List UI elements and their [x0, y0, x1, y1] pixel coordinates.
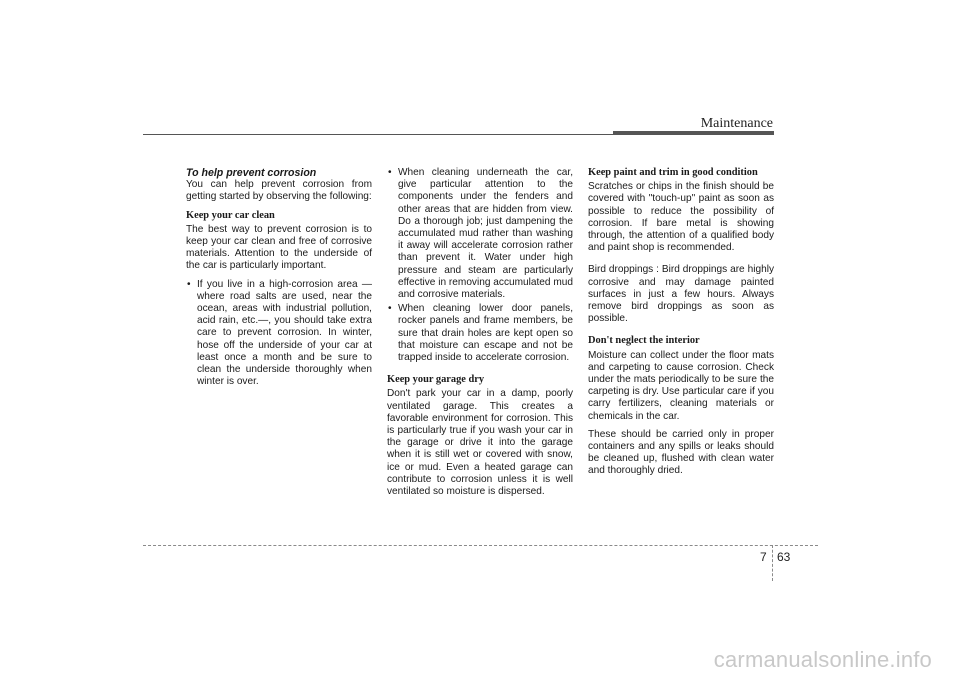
corrosion-intro: You can help prevent corrosion from getting started by observing the following: — [186, 179, 372, 203]
bullet-text: When cleaning lower door panels, rocker panels and frame members, be sure that drain holes are kept open so that moisture can escape and not be trapped inside to accelerate corrosion. — [398, 303, 573, 364]
paragraph-bird-droppings: Bird droppings : Bird droppings are highly corrosive and may damage painted surfaces in just a few hours. Always remove bird droppings as soon as possible. — [588, 264, 774, 325]
subheading-garage-dry: Keep your garage dry — [387, 374, 485, 386]
footer-dashed-rule — [143, 545, 818, 546]
subheading-keep-clean: Keep your car clean — [186, 209, 275, 221]
chapter-number: 7 — [760, 550, 767, 564]
bullet-high-corrosion — [186, 279, 372, 389]
watermark-link[interactable]: carmanualsonline.info — [713, 647, 932, 672]
paragraph-paint-trim: Scratches or chips in the finish should be covered with "touch-up" paint as soon as possible to reduce the possibility of corrosion. If bare metal is showing through, the attention of a qualified body and paint shop is recommended. — [588, 181, 774, 254]
column-3 — [588, 167, 774, 484]
column-2 — [387, 167, 573, 504]
subheading-paint-trim: Keep paint and trim in good condition — [588, 167, 758, 178]
page-number: 63 — [777, 550, 791, 564]
paragraph-interior: Moisture can collect under the floor mats and carpeting to cause corrosion. Check under the mats periodically to be sure the carpeting is dry. Use particular care if you carry fertilizers, cleaning materials or chemicals in the car. — [588, 349, 774, 422]
bullet-door-panels — [387, 303, 573, 364]
header-rule-thick — [613, 131, 774, 135]
column-1 — [186, 167, 372, 390]
bullet-text: If you live in a high-corrosion area — where road salts are used, near the ocean, areas with industrial pollution, acid rain, etc.—, you should take extra care to prevent corrosion. In winter, hose off the underside of your car at least once a month and be sure to clean the underside thoroughly when winter is over. — [197, 278, 372, 388]
bullet-dot: • — [388, 167, 392, 178]
header-rule-thin — [143, 134, 613, 135]
bullet-text: When cleaning underneath the car, give particular attention to the components under the fenders and other areas that are hidden from view. Do a thorough job; just dampening the accumulated mud rather than washing it away will accelerate corrosion rather than prevent it. Water under high pressure and steam are particularly effective in removing accumulated mud and corrosive materials. — [398, 167, 573, 301]
corrosion-heading: To help prevent corrosion — [186, 167, 317, 179]
bullet-dot: • — [187, 278, 191, 290]
bullet-underneath — [387, 167, 573, 301]
bullet-dot: • — [388, 303, 392, 315]
footer-separator — [772, 545, 773, 581]
subheading-interior: Don't neglect the interior — [588, 335, 700, 347]
paragraph-containers: These should be carried only in proper containers and any spills or leaks should be cleaned up, flushed with clean water and thoroughly dried. — [588, 428, 774, 477]
paragraph-garage-dry: Don't park your car in a damp, poorly ventilated garage. This creates a favorable environment for corrosion. This is particularly true if you wash your car in the garage or drive it into the garage when it is still wet or covered with snow, ice or mud. Even a heated garage can contribute to corrosion unless it is well ventilated so moisture is dispersed. — [387, 388, 573, 498]
paragraph-keep-clean: The best way to prevent corrosion is to keep your car clean and free of corrosive materials. Attention to the underside of the car is particularly important. — [186, 223, 372, 272]
section-title: Maintenance — [700, 116, 773, 131]
